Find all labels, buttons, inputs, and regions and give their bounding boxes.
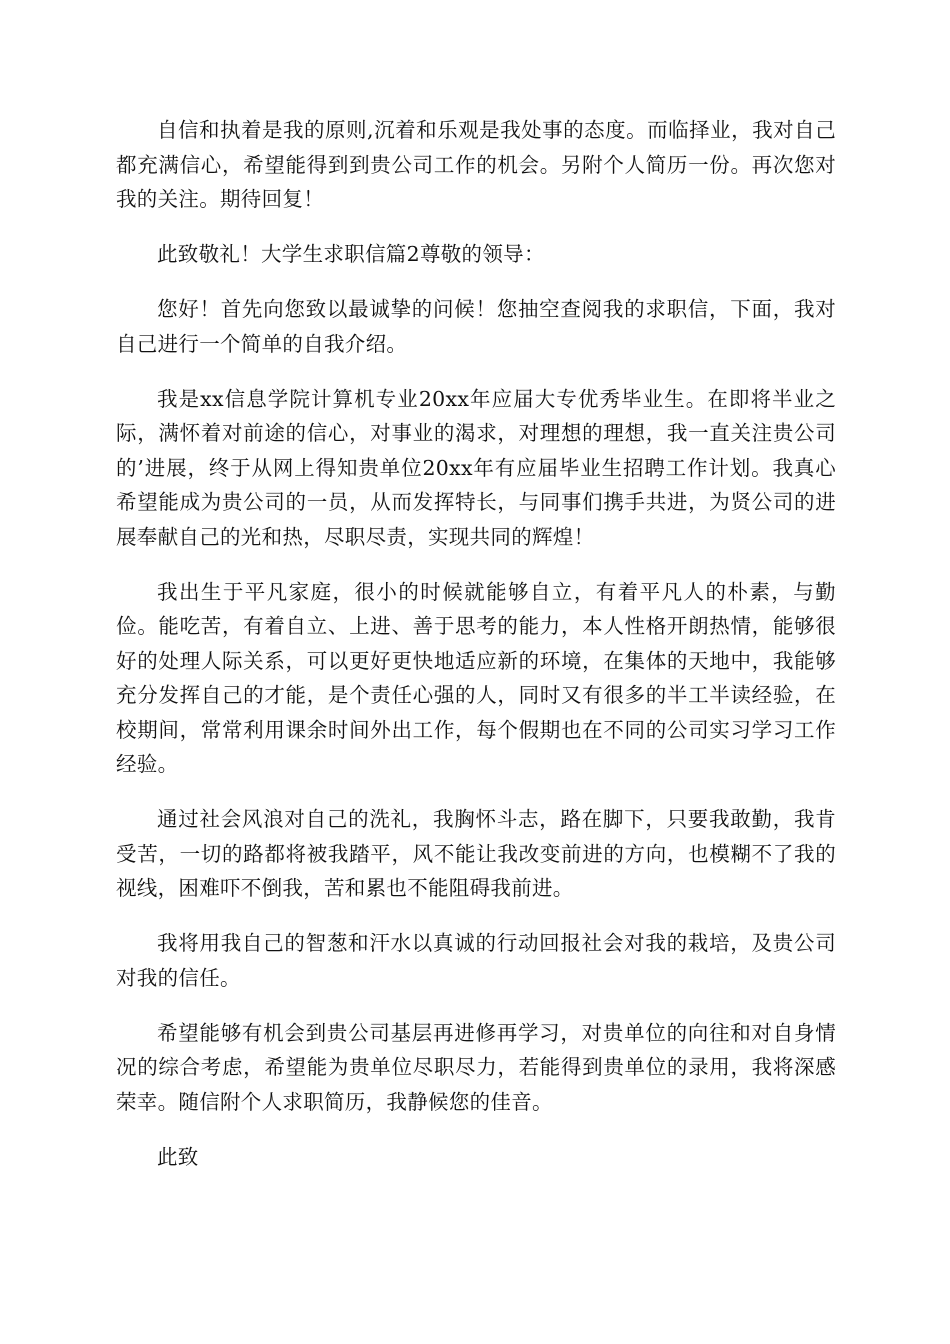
paragraph-commitment: 我将用我自己的智葱和汗水以真诚的行动回报社会对我的栽培，及贵公司对我的信任。 [116, 931, 836, 990]
paragraph-background: 我出生于平凡家庭，很小的时候就能够自立，有着平凡人的朴素，与勤俭。能吃苦，有着自立、上进、善于思考的能力，本人性格开朗热情，能够很好的处理人际关系，可以更好更快地适应新的环境，在集体的天地中，我能够充分发挥自己的才能，是个责任心强的人，同时又有很多的半工半读经验，在校期间，常常利用课余时间外出工作，每个假期也在不同的公司实习学习工作经验。 [116, 579, 836, 776]
paragraph-determination: 通过社会风浪对自己的洗礼，我胸怀斗志，路在脚下，只要我敢勤，我肯受苦，一切的路都将被我踏平，风不能让我改变前进的方向，也模糊不了我的视线，困难吓不倒我，苦和累也不能阻碍我前进。 [116, 807, 836, 900]
paragraph-hope: 希望能够有机会到贵公司基层再进修再学习，对贵单位的向往和对自身情况的综合考虑，希望能为贵单位尽职尽力，若能得到贵单位的录用，我将深感荣幸。随信附个人求职简历，我静候您的佳音。 [116, 1020, 836, 1114]
document-body [116, 113, 836, 1195]
paragraph-closing-attitude: 自信和执着是我的原则,沉着和乐观是我处事的态度。而临择业，我对自己都充满信心，希望能得到到贵公司工作的机会。另附个人简历一份。再次您对我的关注。期待回复！ [116, 118, 836, 211]
paragraph-greeting: 您好！首先向您致以最诚挚的问候！您抽空查阅我的求职信，下面，我对自己进行一个简单的自我介绍。 [116, 297, 836, 356]
paragraph-sign-off: 此致 [157, 1144, 199, 1169]
paragraph-introduction: 我是xx信息学院计算机专业20xx年应届大专优秀毕业生。在即将半业之际，满怀着对前途的信心，对事业的渴求，对理想的理想，我一直关注贵公司的’进展，终于从网上得知贵单位20xx年有应届毕业生招聘工作计划。我真心希望能成为贵公司的一员，从而发挥特长，与同事们携手共进，为贤公司的进展奉献自己的光和热，尽职尽责，实现共同的辉煌！ [116, 386, 836, 549]
paragraph-salutation-letter-2: 此致敬礼！大学生求职信篇2尊敬的领导： [157, 242, 545, 266]
